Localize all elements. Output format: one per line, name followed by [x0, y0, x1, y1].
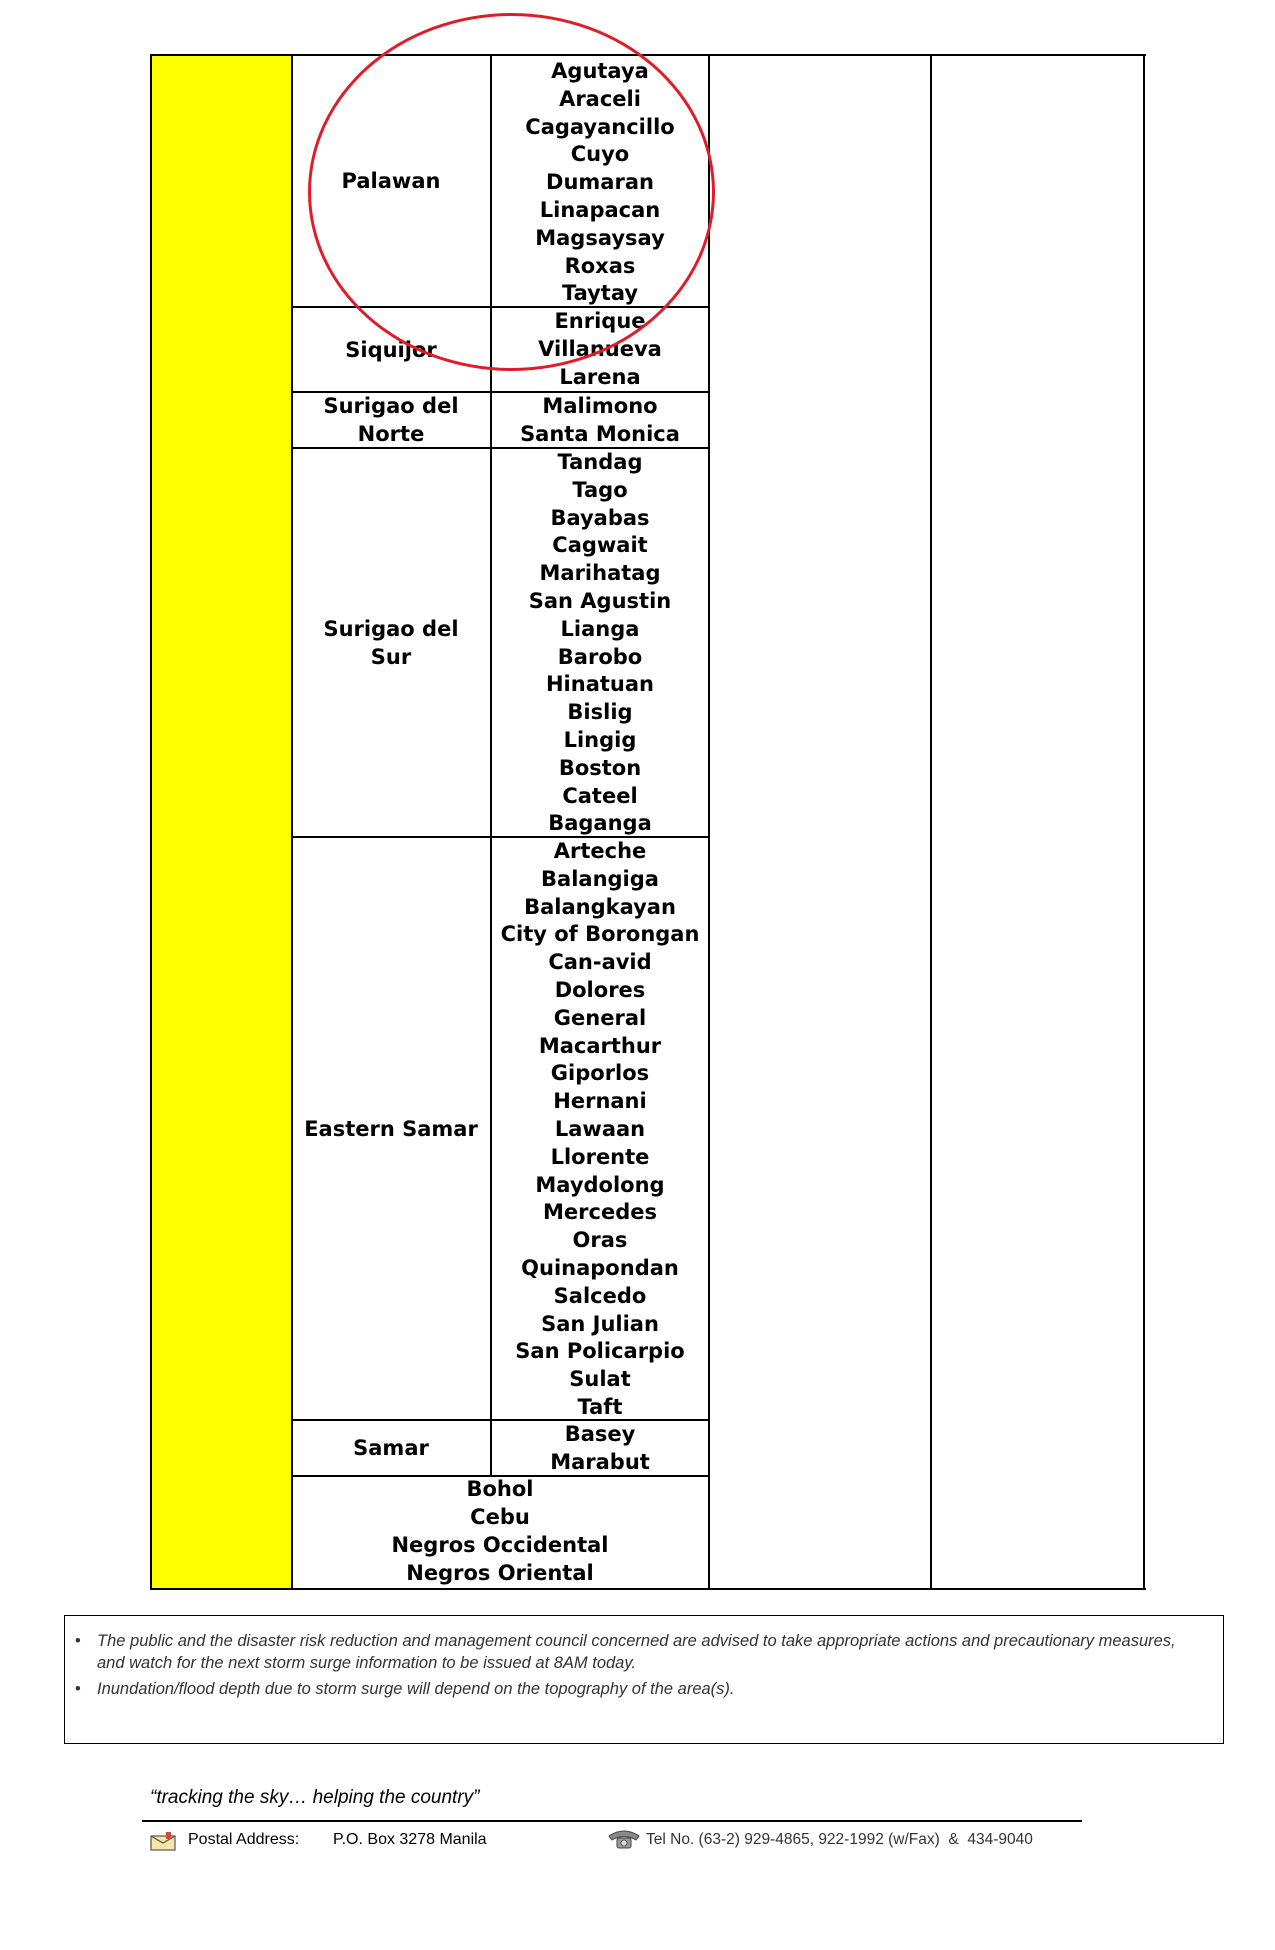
advisory-note: • Inundation/flood depth due to storm surge will depend on the topography of the area(s). — [75, 1680, 735, 1698]
municipality: Salcedo — [553, 1283, 647, 1308]
municipality: Marihatag — [539, 561, 661, 586]
bullet-icon: • — [75, 1632, 81, 1650]
municipality: Hernani — [553, 1089, 647, 1114]
municipality: Roxas — [564, 253, 636, 278]
municipality: Cagwait — [552, 533, 648, 558]
municipality: San Policarpio — [515, 1339, 685, 1364]
municipality: Oras — [572, 1228, 628, 1253]
warning-level-column — [151, 55, 292, 1589]
municipality: Mercedes — [543, 1200, 657, 1225]
municipality: Taft — [577, 1394, 623, 1419]
municipality: Araceli — [559, 86, 641, 111]
municipality: San Julian — [541, 1311, 659, 1336]
municipality: Giporlos — [550, 1061, 650, 1086]
whole-province: Cebu — [470, 1505, 530, 1529]
municipality: Tago — [572, 477, 628, 502]
municipality: Agutaya — [551, 59, 649, 83]
province-surigao-del-sur: Surigao del Sur — [323, 616, 459, 669]
municipality: Llorente — [550, 1144, 650, 1169]
municipality: General — [553, 1005, 647, 1030]
municipality: Magsaysay — [535, 225, 665, 250]
municipality: Bislig — [567, 700, 633, 725]
municipality: Dolores — [554, 977, 646, 1002]
whole-province: Negros Oriental — [406, 1561, 594, 1585]
municipality-list-surigao-del-norte — [492, 393, 708, 449]
province-palawan: Palawan — [341, 169, 441, 193]
municipality: Hinatuan — [545, 672, 654, 697]
municipality: Villanueva — [538, 336, 662, 361]
municipality: Lianga — [560, 616, 640, 641]
municipality-list-eastern-samar — [492, 838, 708, 1422]
municipality: Lingig — [563, 727, 637, 752]
table-border-bottom — [150, 1588, 1146, 1590]
municipality: Tandag — [557, 450, 643, 474]
province-samar: Samar — [353, 1436, 429, 1460]
municipality: Basey — [564, 1422, 636, 1446]
municipality: Santa Monica — [520, 421, 680, 446]
municipality: Enrique — [554, 309, 646, 333]
municipality: Can-avid — [548, 950, 652, 975]
municipality: Dumaran — [546, 170, 654, 195]
mailbox-icon — [150, 1831, 176, 1851]
municipality-list-surigao-del-sur — [492, 449, 708, 838]
municipality: Sulat — [569, 1367, 631, 1392]
municipality: City of Borongan — [500, 922, 700, 947]
postal-address-label: Postal Address: — [188, 1831, 300, 1848]
municipality: Barobo — [557, 644, 643, 669]
telephone-icon — [606, 1826, 642, 1850]
bullet-icon: • — [75, 1680, 81, 1698]
municipality: Cateel — [562, 783, 638, 808]
whole-province-list — [292, 1475, 708, 1587]
province-siquijor: Siquijor — [345, 337, 437, 362]
municipality: Macarthur — [538, 1033, 662, 1058]
whole-province: Bohol — [466, 1477, 534, 1501]
municipality: Arteche — [553, 839, 647, 863]
postal-address-value: P.O. Box 3278 Manila — [333, 1831, 487, 1848]
advisory-notes-box — [64, 1615, 1224, 1744]
telephone-numbers: Tel No. (63-2) 929-4865, 922-1992 (w/Fax) & 434-9040 — [646, 1831, 1033, 1848]
municipality: Boston — [558, 755, 642, 780]
table-border-right — [1143, 54, 1145, 1590]
municipality: Quinapondan — [521, 1255, 679, 1280]
province-eastern-samar: Eastern Samar — [304, 1116, 478, 1141]
province-surigao-del-norte: Surigao del Norte — [323, 394, 459, 446]
col4-divider — [930, 54, 932, 1590]
municipality: Linapacan — [539, 197, 661, 222]
advisory-note: • The public and the disaster risk reduction and management council concerned are advised to take appropriate actions and precautionary measures, and watch for the next storm surge information to be issued at 8AM today. — [75, 1632, 1176, 1672]
municipality: Balangkayan — [524, 894, 676, 919]
footer-divider — [142, 1820, 1082, 1822]
municipality: Marabut — [550, 1449, 650, 1474]
municipality: San Agustin — [528, 588, 672, 613]
municipality-col-divider — [708, 54, 710, 1590]
tagline: “tracking the sky… helping the country” — [150, 1787, 480, 1808]
municipality: Cuyo — [570, 142, 630, 167]
municipality: Cagayancillo — [525, 114, 675, 139]
municipality: Baganga — [548, 811, 652, 836]
municipality-list-samar — [492, 1421, 708, 1477]
municipality: Balangiga — [541, 866, 659, 891]
municipality: Maydolong — [535, 1172, 665, 1197]
municipality: Taytay — [561, 281, 639, 306]
municipality: Lawaan — [554, 1116, 646, 1141]
municipality: Malimono — [542, 394, 658, 418]
whole-province: Negros Occidental — [391, 1533, 609, 1557]
annotation-circle — [308, 13, 715, 371]
municipality: Larena — [559, 364, 641, 389]
municipality: Bayabas — [550, 505, 650, 530]
table-border-left — [150, 54, 152, 1590]
